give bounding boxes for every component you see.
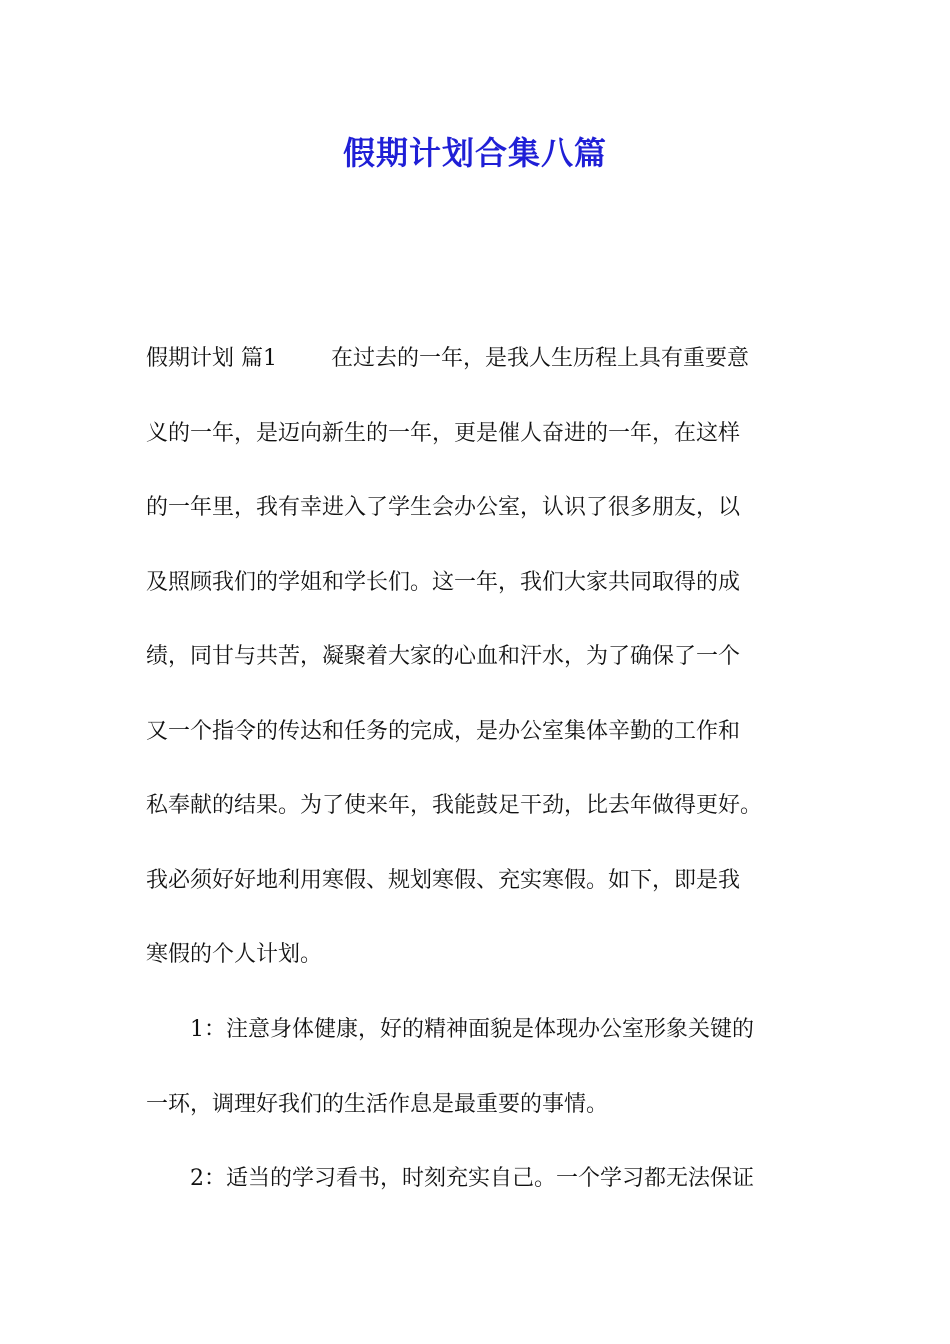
- paragraph-1-line-1: [146, 322, 811, 397]
- paragraph-3: [146, 1142, 811, 1217]
- section-heading: 假期计划 篇1: [146, 346, 277, 371]
- text-line: 寒假的个人计划。: [146, 942, 323, 967]
- text-line: 1：注意身体健康，好的精神面貌是体现办公室形象关键的: [190, 1017, 754, 1042]
- text-line: 我必须好好地利用寒假、规划寒假、充实寒假。如下，即是我: [146, 867, 741, 893]
- paragraph-1-first-line-text: 在过去的一年，是我人生历程上具有重要意: [331, 346, 750, 371]
- text-line: 及照顾我们的学姐和学长们。这一年，我们大家共同取得的成: [146, 569, 741, 595]
- paragraph-2: [146, 993, 811, 1142]
- text-line: 2：适当的学习看书，时刻充实自己。一个学习都无法保证: [190, 1166, 754, 1191]
- text-line: 的一年里，我有幸进入了学生会办公室，认识了很多朋友，以: [146, 495, 741, 520]
- text-line: 私奉献的结果。为了使来年，我能鼓足干劲，比去年做得更好。: [146, 793, 763, 818]
- text-line: 义的一年，是迈向新生的一年，更是催人奋进的一年，在这样: [146, 420, 741, 446]
- text-line: 绩，同甘与共苦，凝聚着大家的心血和汗水，为了确保了一个: [146, 644, 741, 669]
- paragraph-1: [146, 322, 811, 993]
- text-line: 一环，调理好我们的生活作息是最重要的事情。: [146, 1091, 609, 1117]
- document-title: 假期计划合集八篇: [342, 134, 607, 172]
- text-line: 又一个指令的传达和任务的完成，是办公室集体辛勤的工作和: [146, 718, 741, 744]
